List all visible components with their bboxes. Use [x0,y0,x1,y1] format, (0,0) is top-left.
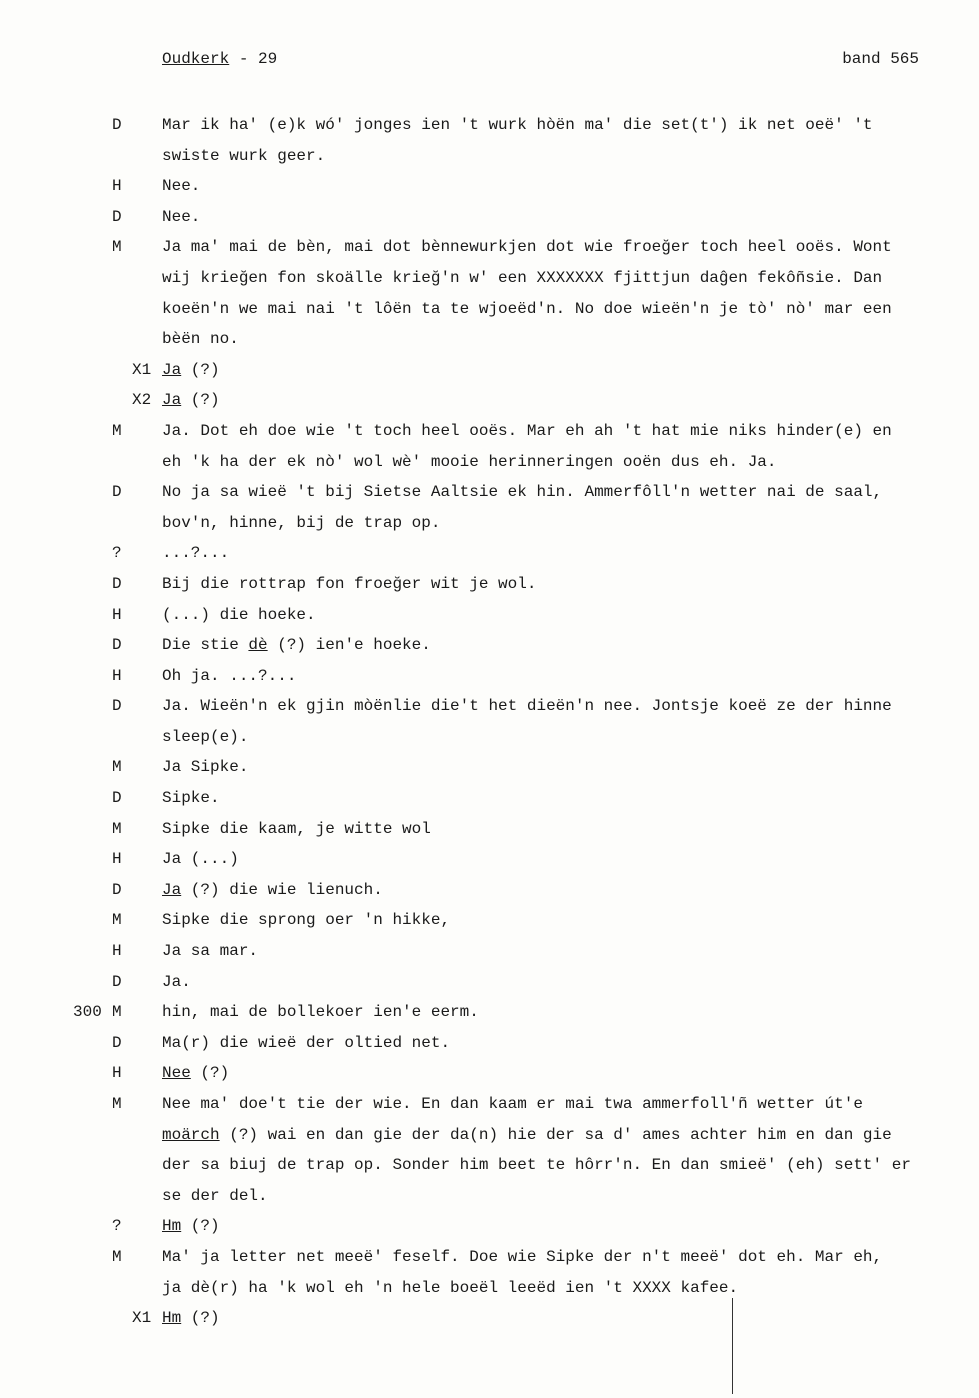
transcript-line [0,1273,979,1304]
utterance-text [162,1211,220,1242]
utterance-text: bov'n, hinne, bij de trap op. [162,513,441,532]
transcript-line [0,294,979,325]
transcript-line [0,1181,979,1212]
underlined-word: Hm [162,1217,182,1236]
transcript-line [0,1211,979,1242]
speaker-label: M [112,819,122,838]
speaker-label: D [112,636,122,655]
text-segment: (?) [181,1217,220,1236]
speaker-label: M [112,421,122,440]
underlined-word: Hm [162,1309,182,1328]
transcript-line [0,936,979,967]
utterance-text: Ja. Wieën'n ek gjin mòënlie die't het dieën'n nee. Jontsje koeë ze der hinne [162,697,892,716]
speaker-label: H [112,605,122,624]
speaker-label: M [112,758,122,777]
transcript-line [0,844,979,875]
utterance-text: Sipke. [162,789,220,808]
speaker-label: D [112,483,122,502]
utterance-text: ja dè(r) ha 'k wol eh 'n hele boeël leeëd ien 't XXXX kafee. [162,1278,739,1297]
utterance-text: bèën no. [162,330,239,349]
text-segment: (?) [181,1309,220,1328]
transcript-line [0,691,979,722]
margin-line [732,1298,733,1394]
transcript-line [0,630,979,661]
transcript-line [0,814,979,845]
underlined-word: Ja [162,391,182,410]
utterance-text: Ja Sipke. [162,758,249,777]
utterance-text [162,1058,229,1089]
transcript-line [0,508,979,539]
transcript-line [0,324,979,355]
transcript-line [0,661,979,692]
transcript-line [0,447,979,478]
speaker-label: D [112,789,122,808]
utterance-text: sleep(e). [162,727,249,746]
underlined-word: Nee [162,1064,191,1083]
utterance-text [162,1120,892,1151]
transcript-line [0,1242,979,1273]
speaker-label: M [112,1095,122,1113]
underlined-word: Ja [162,880,182,899]
underlined-word: Ja [162,360,182,379]
utterance-text: eh 'k ha der ek nò' wol wè' mooie herinneringen ooën dus eh. Ja. [162,452,777,471]
header-title-group [162,50,277,68]
utterance-text: Ja. [162,972,191,991]
transcript-line [0,1028,979,1059]
utterance-text [162,385,220,416]
transcript-line [0,1303,979,1334]
transcript-line [0,967,979,998]
header-page-number: - 29 [229,50,278,68]
transcript-line [0,538,979,569]
utterance-text: Ma' ja letter net meeë' feself. Doe wie Sipke der n't meeë' dot eh. Mar eh, [162,1247,883,1266]
utterance-text: Oh ja. ...?... [162,666,297,685]
transcript-line [0,997,979,1028]
transcript-line [0,600,979,631]
utterance-text: Sipke die kaam, je witte wol [162,819,431,838]
utterance-text [162,355,220,386]
transcript-line [0,171,979,202]
utterance-text: Nee ma' doe't tie der wie. En dan kaam er mai twa ammerfoll'ñ wetter út'e [162,1095,863,1113]
utterance-text: ...?... [162,544,230,563]
transcript-line [0,141,979,172]
speaker-label: H [112,666,122,685]
utterance-text: se der del. [162,1186,268,1205]
text-segment: Die stie [162,636,249,655]
transcript-line [0,477,979,508]
text-segment: (?) [181,360,220,379]
speaker-label: M [112,1247,122,1266]
transcript-line [0,1120,979,1151]
utterance-text: swiste wurk geer. [162,146,326,165]
transcript-line [0,355,979,386]
speaker-label: H [112,942,122,961]
text-segment: (?) [181,391,220,410]
utterance-text: Ja sa mar. [162,942,259,961]
speaker-label: D [112,574,122,593]
transcript-line [0,783,979,814]
transcript-line [0,1089,979,1120]
transcript-line [0,232,979,263]
header-title: Oudkerk [162,50,230,68]
utterance-text: Ja (...) [162,850,239,869]
utterance-text: No ja sa wieë 't bij Sietse Aaltsie ek hin. Ammerfôll'n wetter nai de saal, [162,483,883,502]
utterance-text: hin, mai de bollekoer ien'e eerm. [162,1003,479,1022]
underlined-word: moärch [162,1125,220,1144]
header-tape: band 565 [842,50,919,68]
text-segment: (?) ien'e hoeke. [267,636,431,655]
text-segment: (?) die wie lienuch. [181,880,383,899]
speaker-label: D [112,697,122,716]
transcript-line [0,569,979,600]
transcript-line [0,875,979,906]
transcript-line [0,110,979,141]
transcript-line [0,385,979,416]
utterance-text: wij krieğen fon skoälle krieğ'n w' een XXXXXXX fjittjun daĝen fekôñsie. Dan [162,268,883,287]
speaker-label: M [112,911,122,930]
utterance-text: Bij die rottrap fon froeğer wit je wol. [162,574,537,593]
transcript-line [0,905,979,936]
page-header [162,50,919,72]
utterance-text: Ja. Dot eh doe wie 't toch heel ooës. Mar eh ah 't hat mie niks hinder(e) en [162,421,892,440]
transcript-line [0,416,979,447]
speaker-label: X1 [132,1309,152,1328]
transcript-line [0,202,979,233]
transcript-line [0,263,979,294]
utterance-text: Nee. [162,207,201,226]
underlined-word: dè [248,636,268,655]
speaker-label: ? [112,544,122,563]
utterance-text: Ma(r) die wieë der oltied net. [162,1033,451,1052]
speaker-label: D [112,880,122,899]
transcript [0,110,979,1334]
utterance-text: Mar ik ha' (e)k wó' jonges ien 't wurk hòën ma' die set(t') ik net oeë' 't [162,116,873,134]
speaker-label: D [112,1033,122,1052]
transcript-line [0,1150,979,1181]
speaker-label: H [112,1064,122,1083]
speaker-label: D [112,207,122,226]
line-number: 300 [73,1003,102,1022]
utterance-text [162,875,383,906]
utterance-text: koeën'n we mai nai 't lôën ta te wjoeëd'n. No doe wieën'n je tò' nò' mar een [162,299,892,318]
speaker-label: H [112,177,122,196]
utterance-text: Ja ma' mai de bèn, mai dot bènnewurkjen dot wie froeğer toch heel ooës. Wont [162,238,892,257]
transcript-line [0,1058,979,1089]
utterance-text: der sa biuj de trap op. Sonder him beet te hôrr'n. En dan smieë' (eh) sett' er [162,1156,911,1175]
speaker-label: M [112,1003,122,1022]
utterance-text: Nee. [162,177,201,196]
text-segment: (?) wai en dan gie der da(n) hie der sa d' ames achter him en dan gie [219,1125,892,1144]
speaker-label: X2 [132,391,152,410]
text-segment: (?) [190,1064,230,1083]
utterance-text [162,1303,220,1334]
speaker-label: D [112,972,122,991]
speaker-label: D [112,116,122,134]
transcript-line [0,752,979,783]
transcript-line [0,722,979,753]
utterance-text: (...) die hoeke. [162,605,316,624]
speaker-label: H [112,850,122,869]
utterance-text [162,630,431,661]
speaker-label: M [112,238,122,257]
utterance-text: Sipke die sprong oer 'n hikke, [162,911,451,930]
speaker-label: ? [112,1217,122,1236]
speaker-label: X1 [132,360,152,379]
